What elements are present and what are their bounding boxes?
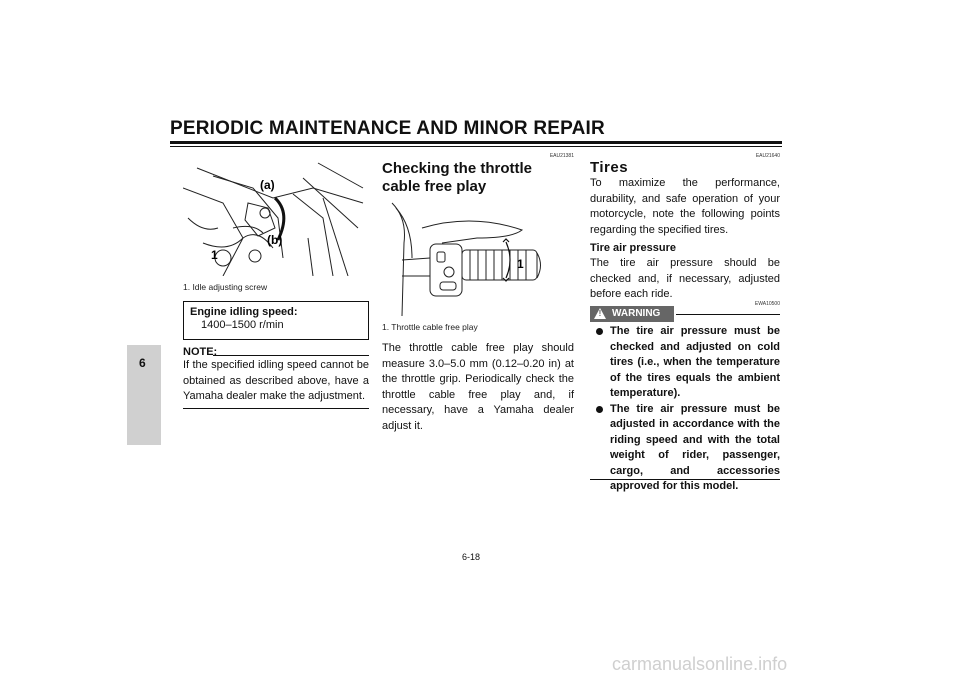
figure-label-1: 1 bbox=[211, 248, 218, 262]
section-heading-throttle: Checking the throttle cable free play bbox=[382, 160, 533, 195]
header-rule-thin bbox=[170, 146, 782, 147]
page-title: PERIODIC MAINTENANCE AND MINOR REPAIR bbox=[170, 118, 605, 139]
figure-label-a: (a) bbox=[260, 178, 275, 192]
figure-caption-idle: 1. Idle adjusting screw bbox=[183, 282, 268, 292]
tire-pressure-text: The tire air pressure should be checked and, if necessary, adjusted before each ride. bbox=[590, 257, 780, 300]
section-ref-code-tires: EAU21640 bbox=[755, 153, 780, 159]
subheading-tire-pressure: Tire air pressure bbox=[590, 242, 677, 254]
warning-rule bbox=[676, 314, 780, 315]
watermark: carmanualsonline.info bbox=[612, 654, 788, 674]
warning-list bbox=[590, 324, 780, 495]
figure-label-b: (b) bbox=[267, 233, 283, 247]
idle-screw-figure bbox=[183, 158, 370, 276]
warning-item: The tire air pressure must be checked and adjusted on cold tires (i.e., when the temperature of the tires equals the ambient temperature). bbox=[590, 324, 780, 402]
warning-badge: ! WARNING bbox=[590, 306, 674, 322]
figure-caption-throttle: 1. Throttle cable free play bbox=[382, 322, 478, 332]
warning-item: The tire air pressure must be adjusted in accordance with the riding speed and with the total weight of rider, passenger, cargo, and accessories approved for this model. bbox=[590, 402, 780, 495]
warning-ref-code: EWA10500 bbox=[754, 301, 780, 307]
page-number: 6-18 bbox=[462, 552, 481, 562]
note-text: If the specified idling speed cannot be obtained as described above, have a Yamaha dealer make the adjustment. bbox=[183, 359, 369, 402]
section-ref-code: EAU21381 bbox=[549, 153, 574, 159]
chapter-number: 6 bbox=[139, 356, 146, 370]
figure-label-throttle-1: 1 bbox=[517, 257, 524, 271]
spec-label: Engine idling speed: bbox=[190, 306, 298, 318]
warning-label: WARNING bbox=[612, 308, 661, 319]
note-bottom-rule bbox=[183, 408, 369, 409]
warning-bottom-rule bbox=[590, 479, 780, 480]
note-label: NOTE: bbox=[183, 346, 218, 358]
page-header bbox=[170, 118, 782, 140]
header-rule bbox=[170, 141, 782, 144]
note-rule bbox=[213, 355, 369, 356]
spec-box bbox=[183, 301, 369, 340]
throttle-grip-figure bbox=[382, 198, 574, 316]
chapter-tab bbox=[127, 345, 161, 445]
bullet-icon bbox=[596, 328, 603, 335]
throttle-body-text: The throttle cable free play should measure 3.0–5.0 mm (0.12–0.20 in) at the throttle grip. Periodically check the throttle cable free play and, if necessary, have a Yamaha dealer adjust it. bbox=[382, 342, 574, 432]
bullet-icon bbox=[596, 406, 603, 413]
tires-intro-text: To maximize the performance, durability, and safe operation of your motorcycle, note the following points regarding the specified tires. bbox=[590, 177, 780, 236]
spec-value: 1400–1500 r/min bbox=[201, 319, 284, 331]
section-heading-tires: Tires bbox=[590, 159, 629, 176]
